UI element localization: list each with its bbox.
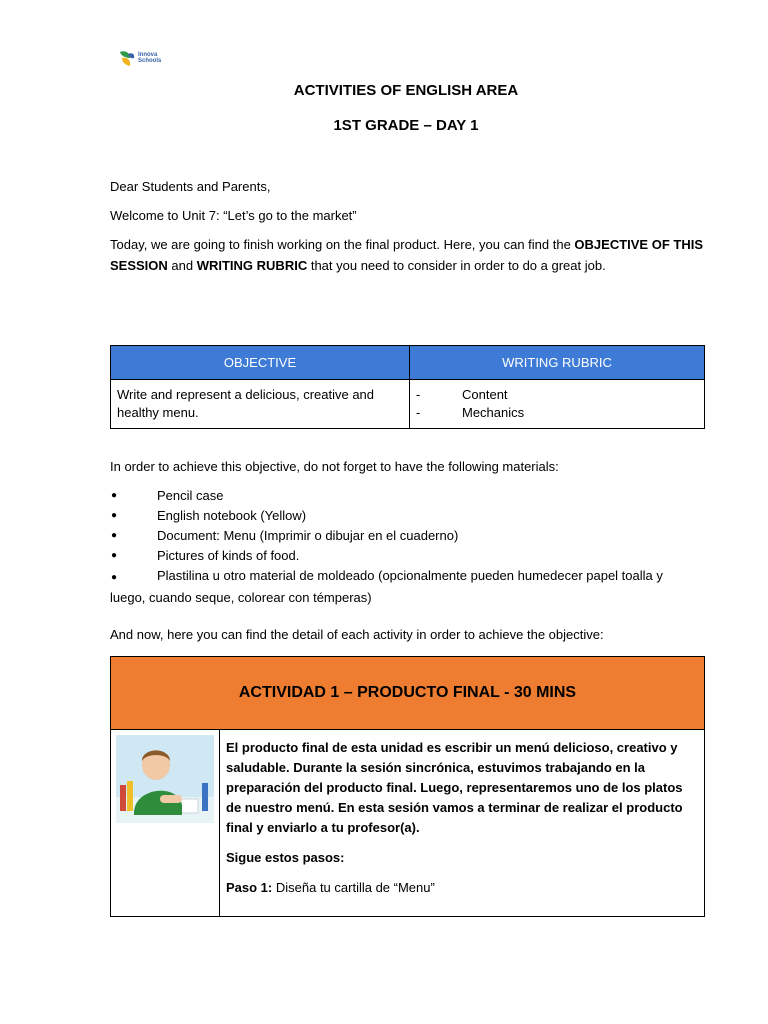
logo-line1: Innova [138, 52, 158, 58]
list-item [110, 506, 670, 526]
leaf-logo-icon [118, 48, 136, 68]
intro-paragraph [110, 234, 710, 276]
intro-text-3: that you need to consider in order to do a great job. [307, 258, 606, 273]
intro-bold-objective: OBJECTIVE OF THIS SESSION [110, 237, 703, 273]
list-item [110, 526, 670, 546]
material-label: Document: Menu (Imprimir o dibujar en el cuaderno) [157, 528, 459, 543]
activity-title: ACTIVIDAD 1 – PRODUCTO FINAL - 30 MINS [111, 657, 705, 730]
boy-writing-photo [116, 735, 214, 823]
step-1-label: Paso 1: [226, 880, 273, 895]
material-label: Pictures of kinds of food. [157, 548, 300, 563]
list-item [110, 546, 670, 566]
list-item [110, 486, 670, 506]
activities-intro: And now, here you can find the detail of each activity in order to achieve the objective: [110, 627, 604, 642]
objective-table [110, 345, 705, 429]
materials-intro: In order to achieve this objective, do not forget to have the following materials: [110, 459, 559, 474]
school-logo [118, 48, 161, 68]
activity-table [110, 656, 705, 917]
material-label: English notebook (Yellow) [157, 508, 307, 523]
step-1 [226, 878, 696, 898]
list-item [110, 566, 670, 608]
rubric-item [416, 404, 698, 422]
rubric-cell [410, 380, 705, 429]
rubric-item [416, 386, 698, 404]
bullet-icon: ● [111, 530, 118, 541]
activity-image-cell [111, 730, 220, 917]
materials-list [110, 486, 670, 608]
logo-line2: Schools [138, 58, 162, 64]
intro-text-1: Today, we are going to finish working on the final product. Here, you can find the [110, 237, 575, 252]
rubric-dash: - [416, 387, 421, 402]
steps-label: Sigue estos pasos: [226, 850, 345, 865]
rubric-label: Content [462, 387, 508, 402]
bullet-icon: ● [111, 550, 118, 561]
rubric-header: WRITING RUBRIC [410, 346, 705, 380]
objective-table-row [111, 380, 705, 429]
intro-bold-rubric: WRITING RUBRIC [196, 258, 308, 273]
bullet-icon: ● [111, 490, 118, 501]
greeting: Dear Students and Parents, [110, 179, 271, 194]
objective-table-header [111, 346, 705, 380]
objective-cell: Write and represent a delicious, creative and healthy menu. [111, 380, 410, 429]
rubric-label: Mechanics [462, 405, 525, 420]
page-subtitle: 1ST GRADE – DAY 1 [333, 117, 479, 134]
activity-text-cell [220, 730, 705, 917]
bullet-icon: ● [111, 572, 118, 583]
material-label: Pencil case [157, 488, 224, 503]
objective-header: OBJECTIVE [111, 346, 410, 380]
logo-text [138, 52, 161, 64]
step-1-text: Diseña tu cartilla de “Menu” [272, 880, 435, 895]
intro-text-2: and [167, 258, 197, 273]
material-label: Plastilina u otro material de moldeado (opcionalmente pueden humedecer papel toalla y luego, cuando seque, colorear con témperas) [110, 568, 663, 605]
rubric-dash: - [416, 405, 421, 420]
welcome-text: Welcome to Unit 7: “Let’s go to the market” [110, 208, 357, 223]
page-title: ACTIVITIES OF ENGLISH AREA [293, 82, 519, 99]
bullet-icon: ● [111, 510, 118, 521]
activity-description: El producto final de esta unidad es escribir un menú delicioso, creativo y saludable. Durante la sesión sincrónica, estuvimos trabajando en la preparación del producto final. Luego, representaremos uno de los platos de nuestro menú. En esta sesión vamos a terminar de realizar el producto final y enviarlo a tu profesor(a). [226, 740, 683, 835]
boy-writing-illustration [116, 735, 214, 823]
